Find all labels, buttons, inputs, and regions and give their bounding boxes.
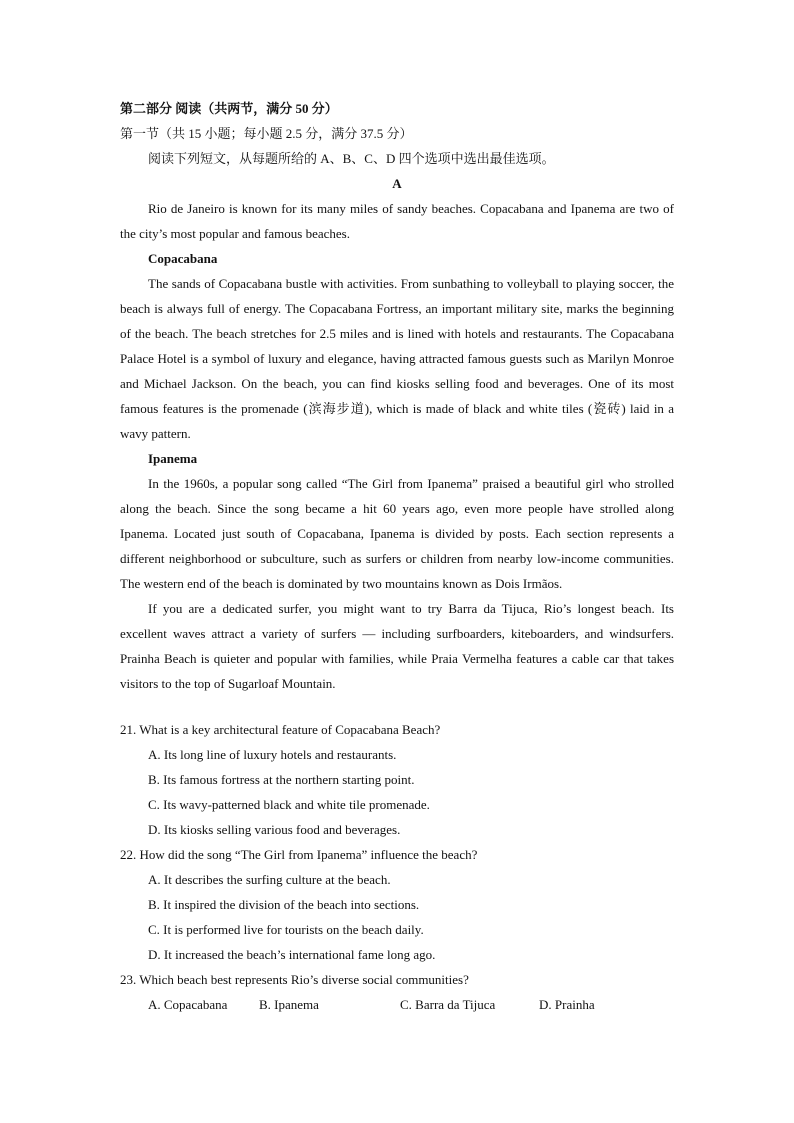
question-21 <box>120 717 674 842</box>
question-22 <box>120 842 674 967</box>
option-a: A. Copacabana <box>148 997 228 1012</box>
option-b: B. It inspired the division of the beach into sections. <box>148 897 420 912</box>
option-b: B. Its famous fortress at the northern starting point. <box>148 772 415 787</box>
question-stem: 21. What is a key architectural feature of Copacabana Beach? <box>120 722 441 737</box>
option-d: D. Its kiosks selling various food and beverages. <box>148 822 401 837</box>
passage-intro: Rio de Janeiro is known for its many miles of sandy beaches. Copacabana and Ipanema are two of the city’s most popular and famous beaches. <box>120 201 674 241</box>
option-d: D. It increased the beach’s international fame long ago. <box>148 947 436 962</box>
section-title: 第一节（共 15 小题；每小题 2.5 分，满分 37.5 分） <box>120 126 413 141</box>
ipanema-heading: Ipanema <box>148 451 198 466</box>
option-c: C. Its wavy-patterned black and white tile promenade. <box>148 797 430 812</box>
copacabana-paragraph: The sands of Copacabana bustle with activities. From sunbathing to volleyball to playing soccer, the beach is always full of energy. The Copacabana Fortress, an important military site, marks the beginning of the beach. The beach stretches for 2.5 miles and is lined with hotels and restaurants. The Copacabana Palace Hotel is a symbol of luxury and elegance, having attracted famous guests such as Marilyn Monroe and Michael Jackson. On the beach, you can find kiosks selling food and beverages. One of its most famous features is the promenade (滨海步道), which is made of black and white tiles (瓷砖) laid in a wavy pattern. <box>120 276 674 441</box>
option-c: C. Barra da Tijuca <box>400 997 496 1012</box>
option-a: A. It describes the surfing culture at the beach. <box>148 872 391 887</box>
question-23 <box>120 967 674 1017</box>
option-d: D. Prainha <box>539 997 595 1012</box>
closing-paragraph: If you are a dedicated surfer, you might want to try Barra da Tijuca, Rio’s longest beach. Its excellent waves attract a variety of surfers — including surfboarders, kiteboarders, and windsurfers. Prainha Beach is quieter and popular with families, while Praia Vermelha features a cable car that takes visitors to the top of Sugarloaf Mountain. <box>120 601 674 691</box>
instruction-text: 阅读下列短文，从每题所给的 A、B、C、D 四个选项中选出最佳选项。 <box>148 151 555 166</box>
part-title: 第二部分 阅读（共两节，满分 50 分） <box>120 101 338 116</box>
option-b: B. Ipanema <box>259 997 319 1012</box>
option-a: A. Its long line of luxury hotels and restaurants. <box>148 747 397 762</box>
option-c: C. It is performed live for tourists on the beach daily. <box>148 922 424 937</box>
passage-label: A <box>392 176 402 191</box>
exam-page <box>120 96 674 1017</box>
ipanema-paragraph: In the 1960s, a popular song called “The Girl from Ipanema” praised a beautiful girl who strolled along the beach. Since the song became a hit 60 years ago, even more people have strolled along Ipanema. Located just south of Copacabana, Ipanema is divided by posts. Each section represents a different neighborhood or subculture, such as surfers or children from nearby low-income communities. The western end of the beach is dominated by two mountains known as Dois Irmãos. <box>120 476 674 591</box>
copacabana-heading: Copacabana <box>148 251 218 266</box>
question-stem: 23. Which beach best represents Rio’s diverse social communities? <box>120 972 469 987</box>
question-stem: 22. How did the song “The Girl from Ipanema” influence the beach? <box>120 847 478 862</box>
option-row <box>120 992 674 1017</box>
